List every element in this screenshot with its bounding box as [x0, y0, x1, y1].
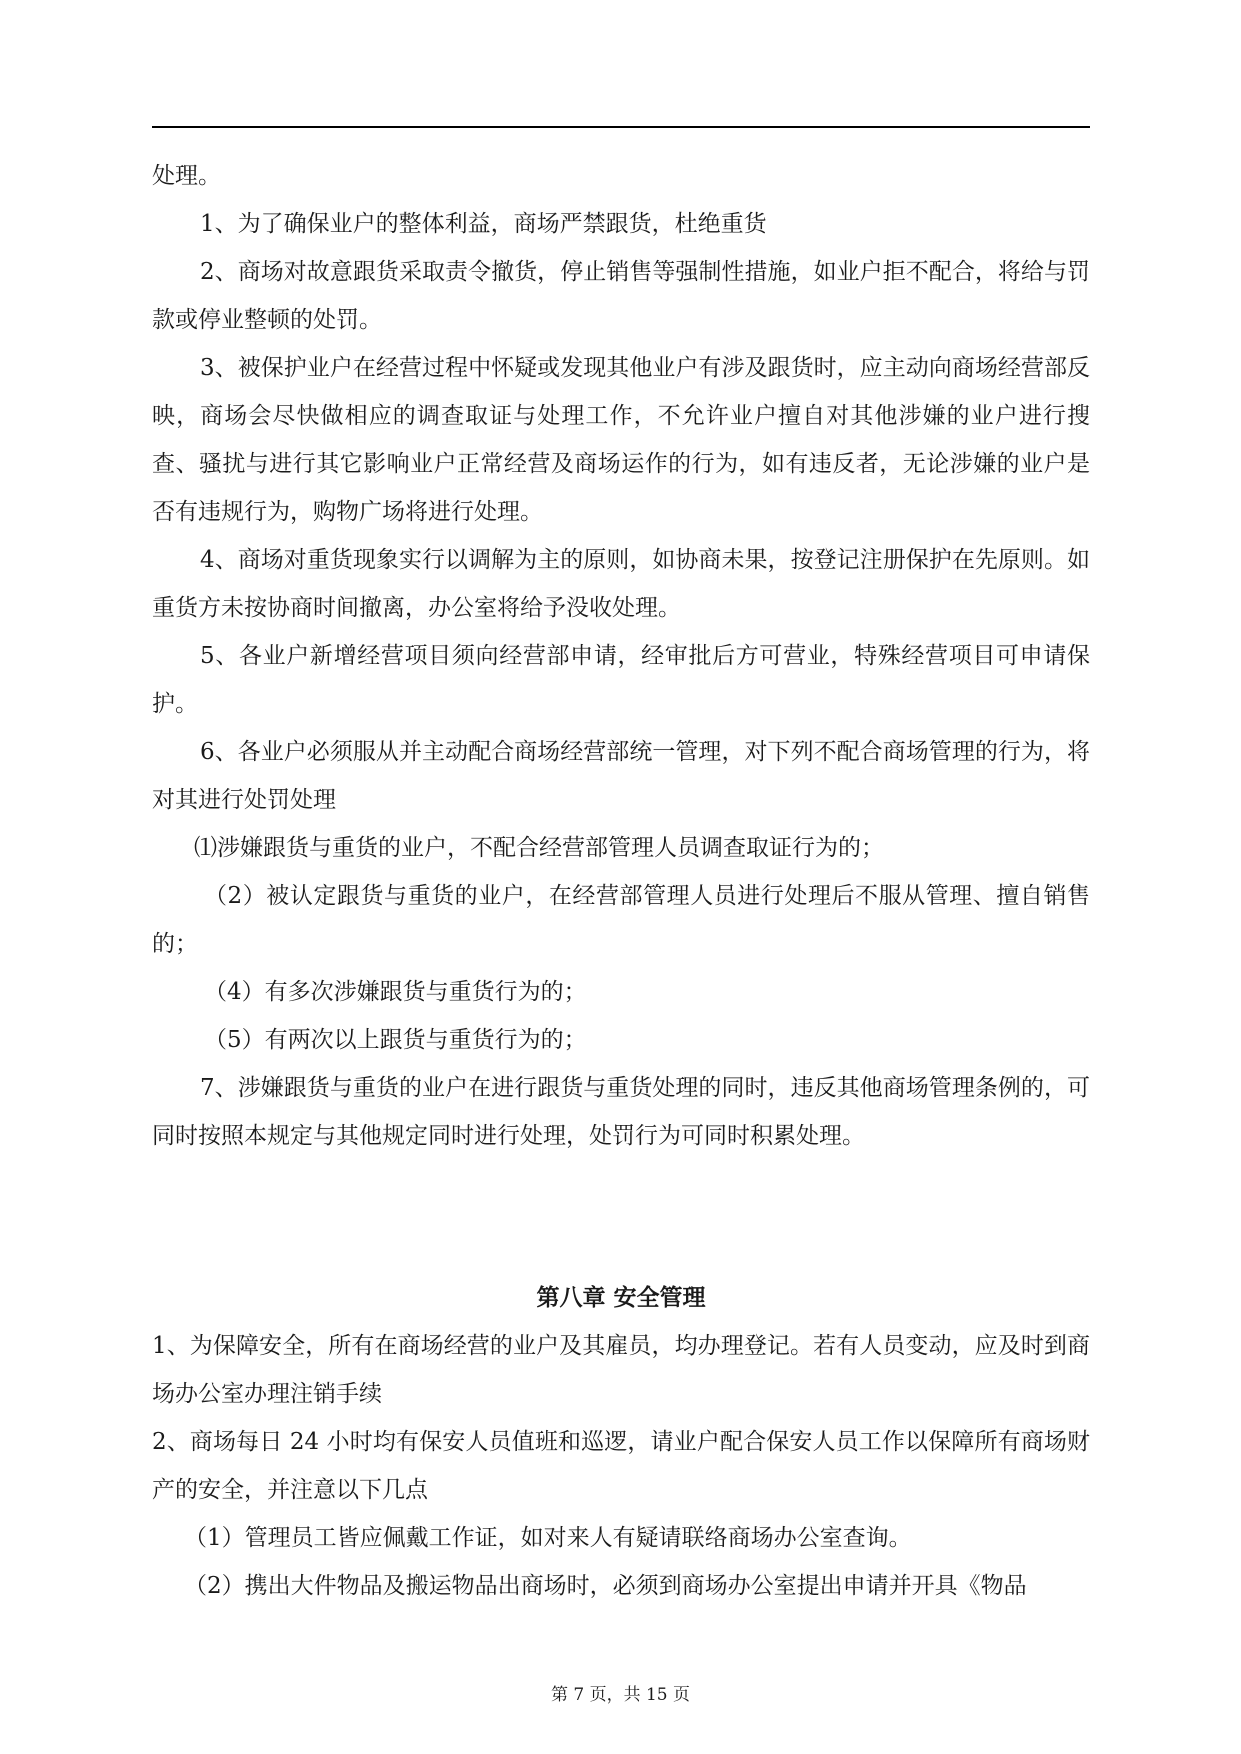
- rule-item-7: 7、涉嫌跟货与重货的业户在进行跟货与重货处理的同时，违反其他商场管理条例的，可同时按照本规定与其他规定同时进行处理，处罚行为可同时积累处理。: [152, 1075, 1090, 1149]
- rule-subitem-2: （2）被认定跟货与重货的业户，在经营部管理人员进行处理后不服从管理、擅自销售的；: [152, 883, 1090, 957]
- page-footer: 第 7 页，共 15 页: [550, 1685, 691, 1705]
- chapter-section: [152, 1322, 1090, 1610]
- header-rule: [152, 126, 1090, 128]
- rule-item-3: 3、被保护业户在经营过程中怀疑或发现其他业户有涉及跟货时，应主动向商场经营部反映，商场会尽快做相应的调查取证与处理工作，不允许业户擅自对其他涉嫌的业户进行搜查、骚扰与进行其它影响业户正常经营及商场运作的行为，如有违反者，无论涉嫌的业户是否有违规行为，购物广场将进行处理。: [152, 355, 1090, 525]
- safety-item-2: 2、商场每日 24 小时均有保安人员值班和巡逻，请业户配合保安人员工作以保障所有商场财产的安全，并注意以下几点: [152, 1429, 1090, 1503]
- rule-item-4: 4、商场对重货现象实行以调解为主的原则，如协商未果，按登记注册保护在先原则。如重货方未按协商时间撤离，办公室将给予没收处理。: [152, 547, 1090, 621]
- safety-item-1: 1、为保障安全，所有在商场经营的业户及其雇员，均办理登记。若有人员变动，应及时到商场办公室办理注销手续: [152, 1333, 1090, 1407]
- rule-subitem-4: （4）有多次涉嫌跟货与重货行为的；: [204, 979, 587, 1005]
- rule-item-2: 2、商场对故意跟货采取责令撤货，停止销售等强制性措施，如业户拒不配合，将给与罚款或停业整顿的处罚。: [152, 259, 1090, 333]
- rule-item-6: 6、各业户必须服从并主动配合商场经营部统一管理，对下列不配合商场管理的行为，将对其进行处罚处理: [152, 739, 1090, 813]
- main-content: [152, 152, 1090, 1160]
- safety-subitem-1: （1）管理员工皆应佩戴工作证，如对来人有疑请联络商场办公室查询。: [184, 1525, 912, 1551]
- chapter-title: 第八章 安全管理: [536, 1285, 706, 1311]
- rule-subitem-5: （5）有两次以上跟货与重货行为的；: [204, 1027, 587, 1053]
- rule-item-1: 1、为了确保业户的整体利益，商场严禁跟货，杜绝重货: [200, 211, 767, 237]
- safety-subitem-2: （2）携出大件物品及搬运物品出商场时，必须到商场办公室提出申请并开具《物品: [184, 1573, 1027, 1599]
- rule-subitem-1: ⑴涉嫌跟货与重货的业户，不配合经营部管理人员调查取证行为的；: [194, 835, 884, 861]
- continuation-line: 处理。: [152, 163, 221, 189]
- rule-item-5: 5、各业户新增经营项目须向经营部申请，经审批后方可营业，特殊经营项目可申请保护。: [152, 643, 1090, 717]
